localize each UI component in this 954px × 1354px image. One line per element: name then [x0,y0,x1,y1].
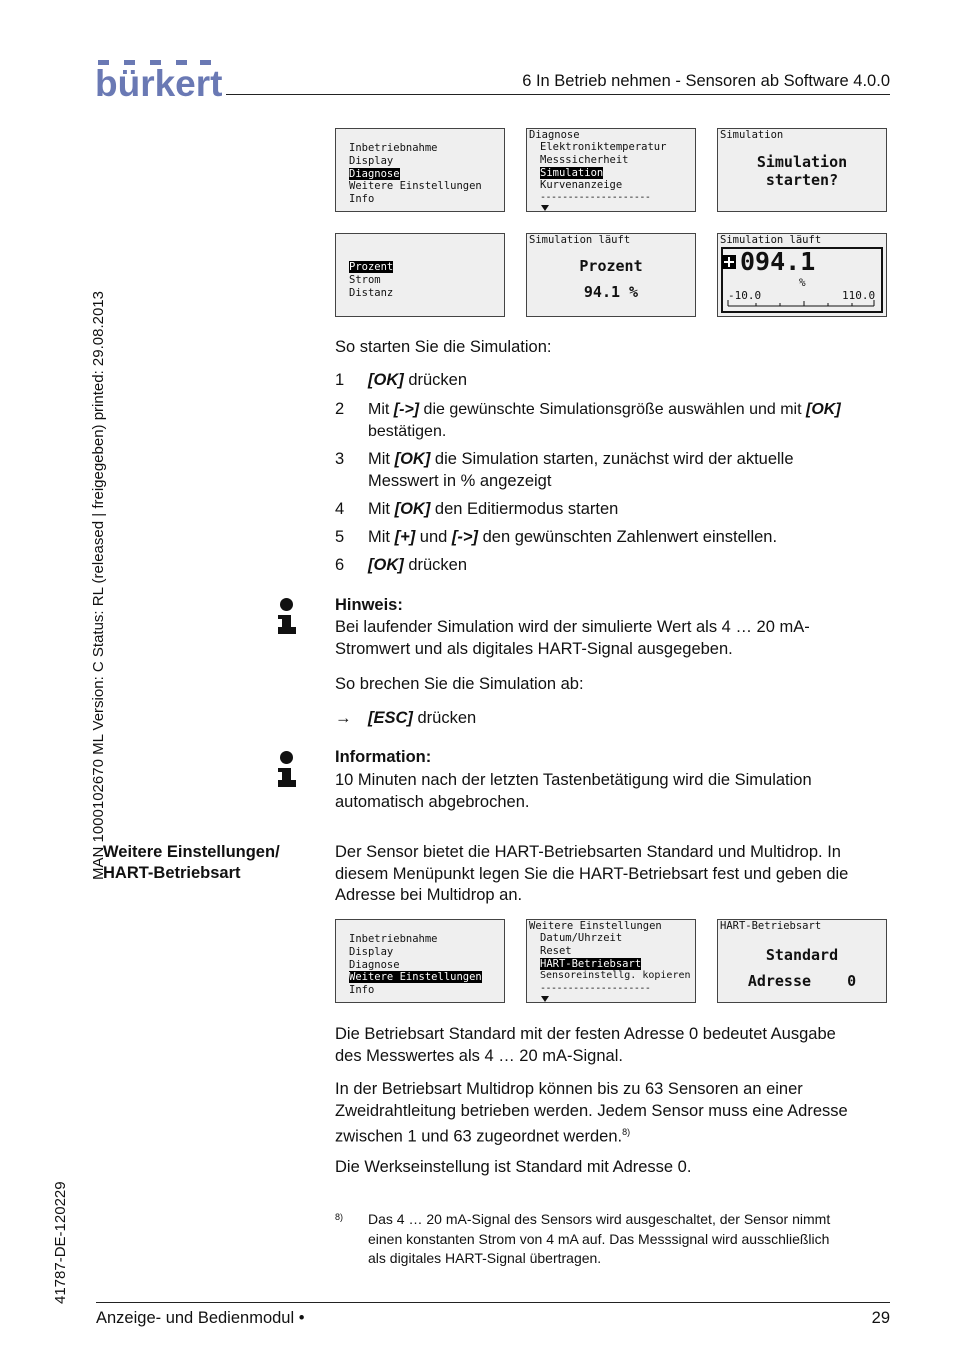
lcd-title: Simulation läuft [529,234,631,246]
lcd-title: HART-Betriebsart [720,920,822,932]
step-number: 4 [335,500,345,518]
menu-item-selected: Simulation [540,166,604,179]
page-number: 29 [871,1309,890,1327]
lcd-line1: Simulation [756,153,848,171]
scroll-down-icon [541,205,549,211]
menu-item: Info [349,193,375,206]
paragraph-multidrop: In der Betriebsart Multidrop können bis zu 63 Sensoren an einer Zweidrahtleitung betrieben werden. Jedem Sensor muss eine Adresse zwischen 1 und 63 zugeordnet werden.$^{8)}$ [335,1080,848,1146]
step-number: 6 [335,556,345,574]
lcd-max: 110.0 [842,289,876,302]
lcd-scale [726,298,878,310]
footnote-ref: 8) [622,1127,631,1137]
lcd-simulation-start [717,128,887,212]
lcd-unit: % [799,276,806,289]
menu-item: Elektroniktemperatur [540,141,667,153]
ok-key: [OK] [394,450,431,468]
menu-item: Distanz [349,286,394,299]
lcd-simulation-edit [717,233,887,317]
step-5: Mit [+] und [->] den gewünschten Zahlenwert einstellen. [368,528,778,546]
lcd-weitere-einstellungen [526,919,696,1003]
menu-item: Diagnose [349,958,400,971]
lcd-simulation-variable [335,233,505,317]
note-title: Hinweis: [335,596,403,614]
menu-item: Display [349,154,394,167]
arrow-key: [->] [451,528,479,546]
burkert-logo: bürkert [95,63,223,104]
plus-sign-icon [722,255,736,269]
menu-item: Datum/Uhrzeit [540,932,623,944]
ok-key: [OK] [394,500,431,518]
footnote-mark: 8) [335,1212,344,1222]
ok-key: [OK] [806,401,841,418]
header-title: 6 In Betrieb nehmen - Sensoren ab Software 4.0.0 [522,72,890,90]
info-icon [278,598,298,638]
plus-key: [+] [394,528,416,546]
side-meta: MAN 1000102670 ML Version: C Status: RL (released | freigegeben) printed: 29.08.2013 [90,291,107,880]
lcd-main-menu [335,128,505,212]
menu-item: Strom [349,273,381,286]
menu-item: Weitere Einstellungen [349,180,482,193]
step-number: 5 [335,528,345,546]
menu-item: Display [349,945,394,958]
scroll-down-icon [541,996,549,1002]
lcd-separator: -------------------- [540,983,651,994]
menu-item-selected: Diagnose [349,167,400,180]
menu-item: Info [349,984,375,997]
side-doc-number: 41787-DE-120229 [52,1181,69,1304]
header-rule [226,94,890,95]
paragraph-default: Die Werkseinstellung ist Standard mit Adresse 0. [335,1158,692,1176]
menu-item: Inbetriebnahme [349,933,438,945]
lcd-separator: -------------------- [540,192,651,203]
footnote-text: Das 4 … 20 mA-Signal des Sensors wird ausgeschaltet, der Sensor nimmt einen konstanten Strom von 4 mA auf. Das Messsignal wird ausschließlich als digitales HART-Signal übertragen. [368,1211,831,1266]
step-2: Mit [->] die gewünschte Simulationsgröße auswählen und mit [OK] bestätigen. [368,401,841,440]
lcd-min: -10.0 [728,289,762,302]
information-title: Information: [335,748,432,766]
abort-step: [ESC] drücken [368,709,477,727]
note-body: Bei laufender Simulation wird der simulierte Wert als 4 … 20 mA- Stromwert und als digitales HART-Signal ausgegeben. [335,618,810,658]
menu-item-selected: HART-Betriebsart [540,957,642,970]
step-number: 3 [335,450,345,468]
menu-item: Messsicherheit [540,153,629,166]
step-6: [OK] drücken [368,556,468,574]
menu-item: Kurvenanzeige [540,179,623,192]
ok-key: [OK] [368,556,404,574]
lcd-line2: Adresse 0 [747,972,857,990]
lcd-title: Simulation [720,129,784,141]
information-body: 10 Minuten nach der letzten Tastenbetätigung wird die Simulation automatisch abgebrochen. [335,771,812,811]
section-paragraph: Der Sensor bietet die HART-Betriebsarten Standard und Multidrop. In diesem Menüpunkt legen Sie die HART-Betriebsart fest und geben die Adresse bei Multidrop an. [335,843,849,904]
lcd-line1: Prozent [579,257,643,275]
esc-key: [ESC] [368,709,413,727]
ok-key: [OK] [368,371,404,389]
lcd-hart-betriebsart [717,919,887,1003]
arrow-key: [->] [393,401,420,418]
section-heading: Weitere Einstellungen/ HART-Betriebsart [103,843,280,882]
lcd-simulation-running [526,233,696,317]
step-4: Mit [OK] den Editiermodus starten [368,500,619,518]
lcd-title: Weitere Einstellungen [529,920,662,932]
info-icon [278,751,298,791]
footer-left: Anzeige- und Bedienmodul • [96,1309,305,1327]
menu-item: Sensoreinstellg. kopieren [540,970,691,982]
step-1: [OK] drücken [368,371,468,389]
lcd-value: 94.1 % [583,283,639,301]
menu-item: Reset [540,944,572,957]
lcd-line2: starten? [765,171,839,189]
lcd-title: Simulation läuft [720,234,822,246]
step-number: 1 [335,371,345,389]
lcd-main-menu-2 [335,919,505,1003]
lcd-edit-value: 094.1 [740,247,816,276]
arrow-right-icon: → [335,709,352,727]
step-number: 2 [335,400,345,418]
abort-intro: So brechen Sie die Simulation ab: [335,675,584,693]
lcd-title: Diagnose [529,129,580,141]
menu-item-selected: Prozent [349,261,394,273]
paragraph-standard: Die Betriebsart Standard mit der festen Adresse 0 bedeutet Ausgabe des Messwertes als 4 … 20 mA-Signal. [335,1025,836,1065]
lcd-line1: Standard [765,946,839,964]
lcd-diagnose-menu [526,128,696,212]
step-3: Mit [OK] die Simulation starten, zunächst wird der aktuelle Messwert in % angezeigt [368,450,794,490]
menu-item: Inbetriebnahme [349,142,438,154]
menu-item-selected: Weitere Einstellungen [349,971,482,984]
footer-rule [96,1302,890,1303]
steps-intro: So starten Sie die Simulation: [335,338,552,356]
